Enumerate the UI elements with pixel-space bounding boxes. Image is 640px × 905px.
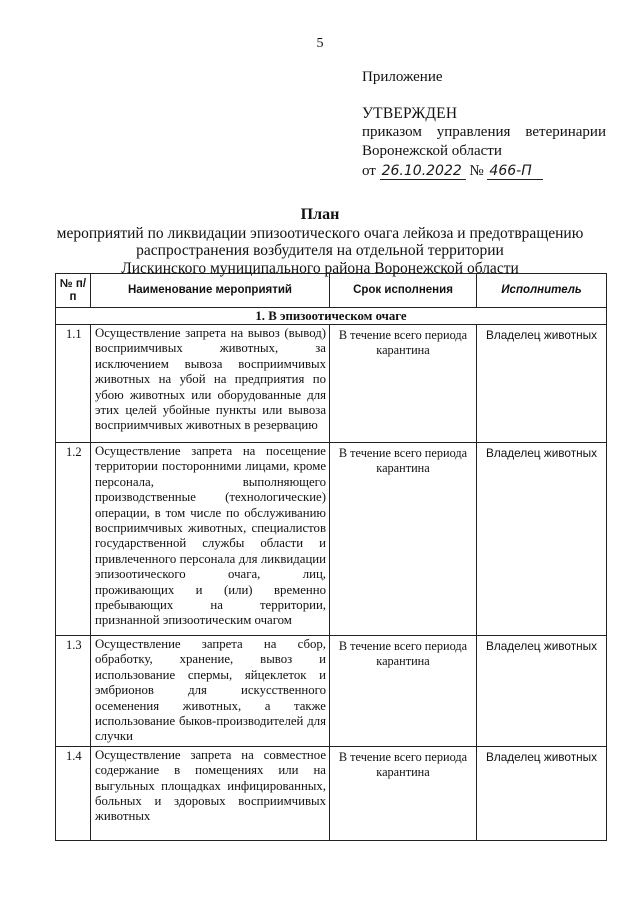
page-number: 5 <box>316 36 324 51</box>
order-line-2: Воронежской области <box>362 143 502 159</box>
row-executor: Владелец животных <box>477 636 607 747</box>
table-row <box>56 746 607 840</box>
table-header-row <box>56 274 607 308</box>
header-deadline: Срок исполнения <box>330 274 477 308</box>
row-number: 1.4 <box>56 746 91 840</box>
row-description: Осуществление запрета на посещение территории посторонними лицами, кроме персонала, выполняющего производственные (технологические) операции, в том числе по обслуживанию восприимчивых животных, специалистов государственной службы области и привлеченного персонала для ликвидации эпизоотического очага, лиц, проживающих и (или) временно пребывающих на территории, признанной эпизоотическим очагом <box>91 443 330 636</box>
row-deadline: В течение всего периода карантина <box>330 746 477 840</box>
plan-heading: План <box>300 206 340 223</box>
approved-label: УТВЕРЖДЕН <box>362 105 458 122</box>
plan-title-line-3: Лискинского муниципального района Воронежской области <box>121 259 519 277</box>
row-number: 1.3 <box>56 636 91 747</box>
date-prefix: от <box>362 163 376 179</box>
row-deadline: В течение всего периода карантина <box>330 443 477 636</box>
table-row <box>56 636 607 747</box>
number-prefix: № <box>469 163 484 179</box>
row-deadline: В течение всего периода карантина <box>330 636 477 747</box>
row-deadline: В течение всего периода карантина <box>330 325 477 443</box>
handwritten-number: 466-П <box>487 163 543 180</box>
row-number: 1.1 <box>56 325 91 443</box>
header-name: Наименование мероприятий <box>91 274 330 308</box>
appendix-label: Приложение <box>362 69 443 85</box>
measures-table <box>55 273 607 841</box>
order-line-1: приказом управления ветеринарии <box>362 124 606 140</box>
section-title: 1. В эпизоотическом очаге <box>56 308 607 325</box>
section-row <box>56 308 607 325</box>
header-num: № п/п <box>56 274 91 308</box>
row-executor: Владелец животных <box>477 443 607 636</box>
table-row <box>56 443 607 636</box>
row-description: Осуществление запрета на совместное содержание в помещениях или на выгульных площадках инфицированных, больных и здоровых восприимчивых животных <box>91 746 330 840</box>
plan-title-line-2: распространения возбудителя на отдельной территории <box>136 242 504 259</box>
row-description: Осуществление запрета на сбор, обработку, хранение, вывоз и использование спермы, яйцеклеток и эмбрионов для искусственного осеменения животных, а также использование быков-производителей для случки <box>91 636 330 747</box>
header-executor: Исполнитель <box>477 274 607 308</box>
row-executor: Владелец животных <box>477 325 607 443</box>
row-number: 1.2 <box>56 443 91 636</box>
row-executor: Владелец животных <box>477 746 607 840</box>
row-description: Осуществление запрета на вывоз (вывод) восприимчивых животных, за исключением вывоза восприимчивых животных на убой на предприятия по убою животных или оборудованные для этих целей убойные пункты или вывоза восприимчивых животных в резервацию <box>91 325 330 443</box>
plan-title-line-1: мероприятий по ликвидации эпизоотического очага лейкоза и предотвращению <box>56 224 584 242</box>
measures-table-container <box>55 273 606 841</box>
order-date-row <box>362 162 606 181</box>
handwritten-date: 26.10.2022 <box>380 163 466 180</box>
approval-block <box>362 68 606 181</box>
table-row <box>56 325 607 443</box>
plan-title-block <box>40 206 600 277</box>
